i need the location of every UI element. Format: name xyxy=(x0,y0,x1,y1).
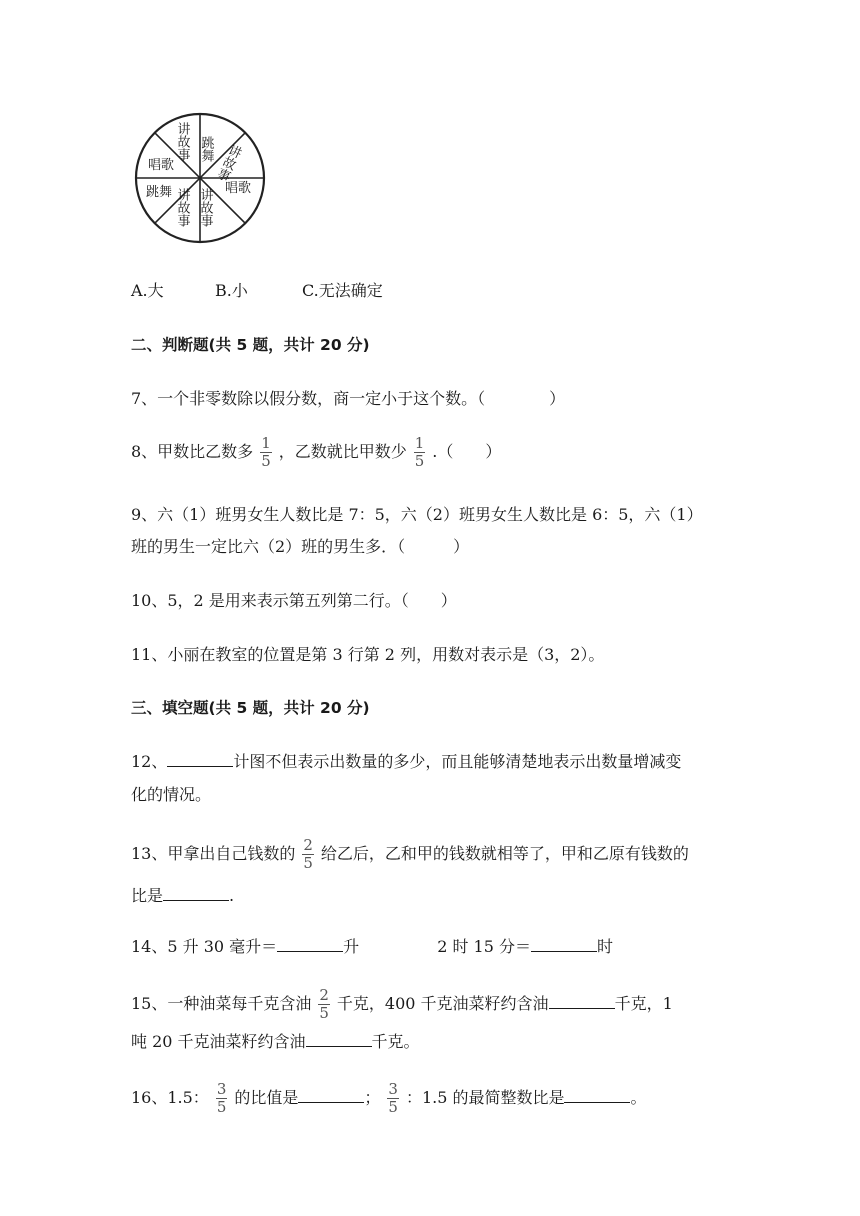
fraction-three-fifths: $\frac{3}{5}$ xyxy=(216,1080,227,1116)
wheel-label-4: 讲故事 xyxy=(197,188,213,227)
fraction-one-fifth: $\frac{1}{5}$ xyxy=(261,434,271,470)
q8-text-1: 8、甲数比乙数多 xyxy=(131,442,254,461)
question-15-line-1 xyxy=(131,988,673,1021)
q16-text-4: ：1.5 的最简整数比是 xyxy=(405,1088,565,1107)
option-c: C.无法确定 xyxy=(302,281,383,300)
q12-prefix: 12、 xyxy=(131,752,168,771)
q16-blank-2[interactable] xyxy=(564,1090,630,1103)
question-13-line-1 xyxy=(131,838,689,871)
question-12-line-1 xyxy=(131,749,681,772)
wheel-label-2: 讲故事 xyxy=(212,141,243,184)
wheel-label-6: 跳舞 xyxy=(146,185,173,200)
fraction-one-fifth-2: $\frac{1}{5}$ xyxy=(414,434,425,470)
q13-text-1: 13、甲拿出自己钱数的 xyxy=(131,844,296,863)
wheel-label-7: 唱歌 xyxy=(148,158,175,173)
fraction-two-fifths: $\frac{2}{5}$ xyxy=(303,836,313,872)
fraction-three-fifths-2: $\frac{3}{5}$ xyxy=(388,1080,398,1116)
q15-text-1: 15、一种油菜每千克含油 xyxy=(131,994,312,1013)
question-14 xyxy=(131,934,613,957)
q15-line2-prefix: 吨 20 千克油菜籽约含油 xyxy=(131,1032,306,1051)
q16-text-1: 16、1.5： xyxy=(131,1088,209,1107)
question-9-line-2: 班的男生一定比六（2）班的男生多．（ ） xyxy=(131,537,470,556)
fraction-two-fifths-2: $\frac{2}{5}$ xyxy=(319,986,329,1022)
q14-text-1: 14、5 升 30 毫升＝ xyxy=(131,937,278,956)
question-7: 7、一个非零数除以假分数，商一定小于这个数。（ ） xyxy=(131,389,566,408)
question-9-line-1: 9、六（1）班男女生人数比是 7：5，六（2）班男女生人数比是 6：5，六（1） xyxy=(131,505,703,524)
q15-text-2: 千克，400 千克油菜籽约含油 xyxy=(336,994,549,1013)
q15-blank-1[interactable] xyxy=(549,996,615,1009)
question-8 xyxy=(131,436,501,469)
q16-text-3: ； xyxy=(364,1088,381,1107)
question-12-line-2: 化的情况。 xyxy=(131,785,212,804)
wheel-label-3: 唱歌 xyxy=(225,181,252,196)
q13-blank[interactable] xyxy=(163,888,229,901)
q15-blank-2[interactable] xyxy=(306,1034,372,1047)
q13-line2-prefix: 比是 xyxy=(131,886,164,905)
spinner-wheel xyxy=(130,108,270,248)
wheel-label-1: 跳舞 xyxy=(198,136,214,162)
question-16 xyxy=(131,1082,647,1115)
q14-text-4: 时 xyxy=(597,937,614,956)
q13-text-2: 给乙后，乙和甲的钱数就相等了，甲和乙原有钱数的 xyxy=(320,844,689,863)
q8-text-3: .（ ） xyxy=(432,442,502,461)
q15-text-3: 千克，1 xyxy=(614,994,673,1013)
q16-text-5: 。 xyxy=(630,1088,647,1107)
q8-text-2: ，乙数就比甲数少 xyxy=(278,442,407,461)
q13-line2-suffix: . xyxy=(229,886,235,905)
q15-line2-suffix: 千克。 xyxy=(371,1032,420,1051)
option-a: A.大 xyxy=(131,281,164,300)
q14-blank-1[interactable] xyxy=(277,939,343,952)
question-11: 11、小丽在教室的位置是第 3 行第 2 列，用数对表示是（3，2）。 xyxy=(131,645,605,664)
q16-blank-1[interactable] xyxy=(298,1090,364,1103)
q14-text-2: 升 xyxy=(343,937,360,956)
q16-text-2: 的比值是 xyxy=(234,1088,299,1107)
option-b: B.小 xyxy=(215,281,248,300)
q14-blank-2[interactable] xyxy=(531,939,597,952)
question-15-line-2 xyxy=(131,1029,420,1052)
wheel-label-8: 讲故事 xyxy=(174,122,190,161)
wheel-label-5: 讲故事 xyxy=(174,188,190,227)
q14-text-3: 2 时 15 分＝ xyxy=(437,937,531,956)
q12-text: 计图不但表示出数量的多少，而且能够清楚地表示出数量增减变 xyxy=(233,752,682,771)
question-10: 10、5，2 是用来表示第五列第二行。（ ） xyxy=(131,591,457,610)
section-heading-fill-in: 三、填空题(共 5 题，共计 20 分) xyxy=(131,699,370,717)
section-heading-judgement: 二、判断题(共 5 题，共计 20 分) xyxy=(131,336,370,354)
question-13-line-2 xyxy=(131,883,234,906)
q12-blank[interactable] xyxy=(167,754,233,767)
